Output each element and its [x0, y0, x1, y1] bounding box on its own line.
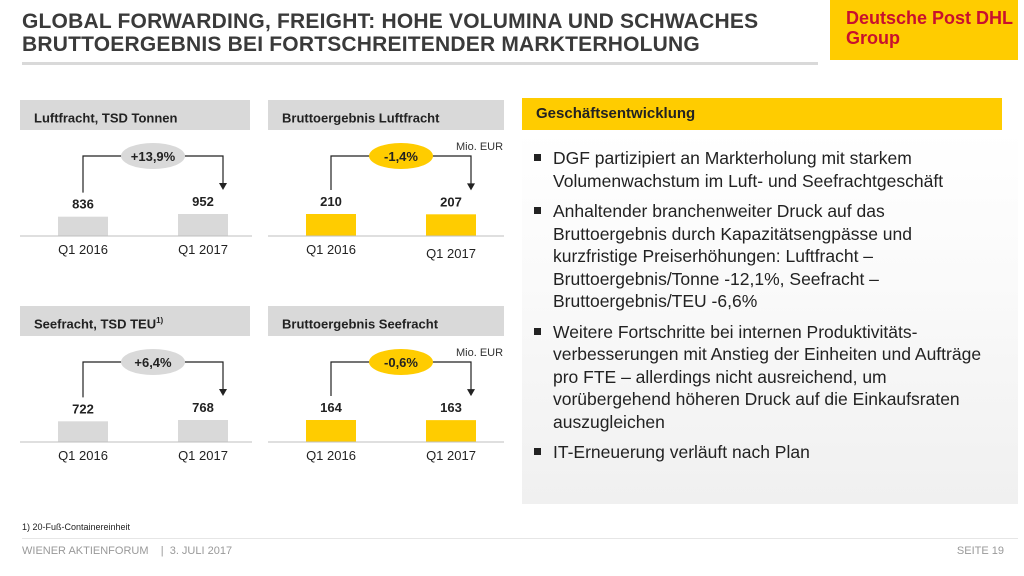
category-label-2: Q1 2017 — [178, 242, 228, 257]
footer-event-date: WIENER AKTIENFORUM | 3. JULI 2017 — [22, 545, 233, 557]
bullet-square-icon — [534, 207, 541, 214]
arrow-down-icon — [467, 183, 475, 190]
category-label-1: Q1 2016 — [58, 242, 108, 257]
bullet-square-icon — [534, 328, 541, 335]
business-development-header: Geschäftsentwicklung — [522, 98, 1002, 130]
bullet-item — [534, 321, 994, 434]
bar-2 — [426, 420, 476, 442]
bar-2 — [426, 214, 476, 236]
panel-title: Seefracht, TSD TEU — [34, 316, 157, 332]
footer-divider — [22, 538, 1018, 539]
change-badge-label: -0,6% — [384, 355, 418, 370]
chart-ocean-gross-profit — [268, 344, 504, 474]
bar-1 — [58, 217, 108, 236]
bullet-item — [534, 147, 994, 192]
unit-label-air: Mio. EUR — [456, 141, 504, 153]
data-label-2: 768 — [192, 400, 214, 415]
bar-1 — [306, 214, 356, 236]
panel-header-ocean-gross-profit — [268, 306, 504, 336]
data-label-1: 722 — [72, 401, 94, 417]
page-title-line2: BRUTTOERGEBNIS BEI FORTSCHREITENDER MARKTERHOLUNG — [22, 33, 700, 56]
data-label-1: 164 — [320, 400, 342, 415]
change-badge-label: +13,9% — [130, 149, 176, 164]
data-label-1: 836 — [72, 196, 94, 212]
page-title — [22, 10, 822, 56]
bullet-item — [534, 441, 994, 464]
bullet-square-icon — [534, 448, 541, 455]
company-logo — [830, 0, 1018, 60]
bar-2 — [178, 420, 228, 442]
chart-ocean-volume — [20, 344, 252, 474]
chart-air-gross-profit — [268, 138, 504, 268]
data-label-1: 210 — [320, 194, 342, 209]
bullet-square-icon — [534, 154, 541, 161]
data-label-2: 952 — [192, 194, 214, 209]
business-bullet-list — [534, 147, 994, 472]
bullet-item — [534, 200, 994, 313]
data-label-2: 207 — [440, 194, 462, 210]
bar-1 — [58, 421, 108, 442]
category-label-1: Q1 2016 — [58, 448, 108, 463]
page-title-line1: GLOBAL FORWARDING, FREIGHT: HOHE VOLUMINA UND SCHWACHES — [22, 10, 759, 33]
data-label-2: 163 — [440, 400, 462, 416]
panel-header-air-gross-profit — [268, 100, 504, 130]
category-label-2: Q1 2017 — [178, 448, 228, 463]
bar-1 — [306, 420, 356, 442]
logo-line1: Deutsche Post DHL — [846, 8, 1014, 28]
category-label-1: Q1 2016 — [306, 242, 356, 257]
panel-title: Luftfracht, TSD Tonnen — [34, 110, 178, 126]
arrow-down-icon — [467, 389, 475, 396]
change-badge-label: +6,4% — [134, 355, 172, 370]
chart-air-volume — [20, 138, 252, 268]
panel-title: Bruttoergebnis Luftfracht — [282, 110, 440, 126]
bullet-text: Anhaltender branchenweiter Druck auf das Bruttoergebnis durch Kapazitätsengpässe und kurzfristige Preiserhöhungen: Luftfracht – Bruttoergebnis/Tonne -12,1%, Seefracht – Bruttoergebnis/TEU -6,6% — [553, 201, 912, 311]
logo-line2: Group — [846, 28, 900, 48]
category-label-2: Q1 2017 — [426, 448, 476, 463]
bar-2 — [178, 214, 228, 236]
category-label-1: Q1 2016 — [306, 448, 356, 463]
unit-label-ocean: Mio. EUR — [456, 347, 504, 359]
arrow-down-icon — [219, 183, 227, 190]
arrow-down-icon — [219, 389, 227, 396]
panel-header-ocean-volume — [20, 306, 250, 336]
footnote: 1) 20-Fuß-Containereinheit — [22, 522, 131, 532]
change-badge-label: -1,4% — [384, 149, 418, 164]
footnote-ref: 1) — [156, 316, 164, 325]
bullet-text: Weitere Fortschritte bei internen Produktivitäts-verbesserungen mit Anstieg der Einheiten und Aufträge pro FTE – allerdings nicht ausreichend, um vorübergehend höheren Druck auf die Einkaufsraten auszugleichen — [553, 321, 982, 432]
panel-header-air-volume — [20, 100, 250, 130]
bullet-text: IT-Erneuerung verläuft nach Plan — [553, 442, 810, 462]
panel-title: Bruttoergebnis Seefracht — [282, 316, 439, 332]
bullet-text: DGF partizipiert an Markterholung mit starkem Volumenwachstum im Luft- und Seefrachtgeschäft — [553, 148, 944, 191]
title-divider — [22, 62, 818, 65]
category-label-2: Q1 2017 — [426, 246, 476, 261]
footer-page-number: SEITE 19 — [956, 545, 1004, 557]
